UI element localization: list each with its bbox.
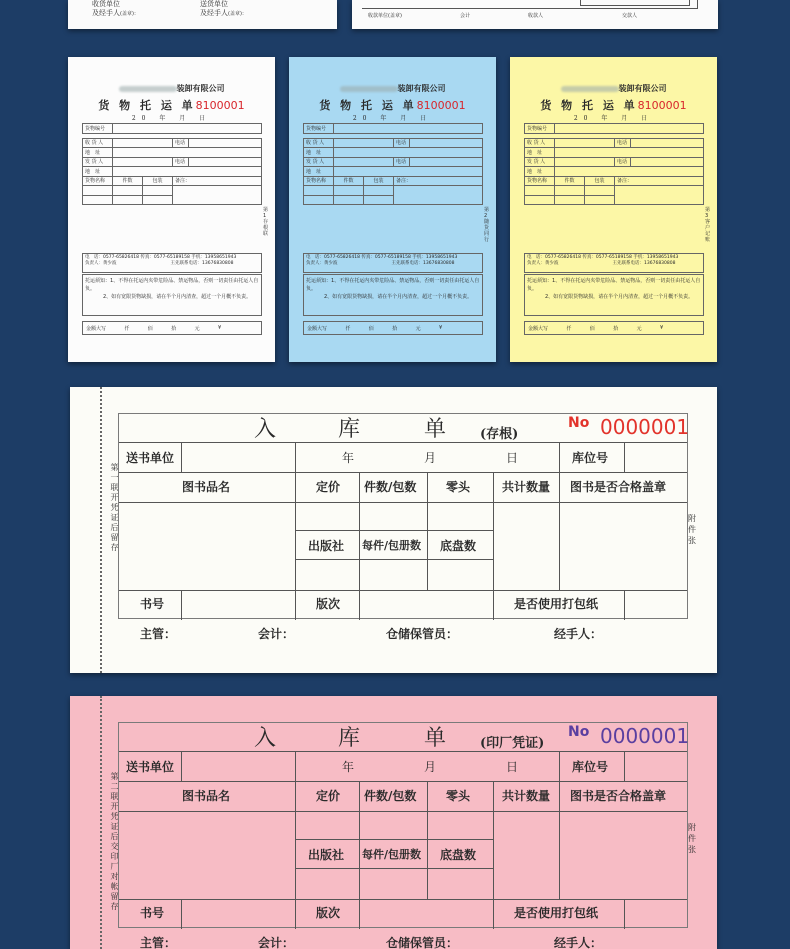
company-name: 装卸有限公司 — [618, 83, 667, 93]
label-loose: 零头 — [446, 789, 471, 803]
contact-line: 负责人：黄少波 王先联系电话：13676830808 — [85, 261, 234, 266]
amount-unit: 元 — [194, 326, 200, 332]
label-per-piece: 每件/包册数 — [362, 539, 422, 552]
yen-sign: ¥ — [217, 325, 222, 331]
redacted-company-mark — [340, 86, 398, 92]
field-label: 电话 — [173, 138, 189, 148]
copy-side-label: 第2随货同行 — [484, 207, 490, 243]
date-line: 20 年 月 日 — [131, 115, 212, 122]
strip-label: 交款人 — [622, 13, 638, 19]
label-stamp: 图书是否合格盖章 — [570, 480, 667, 494]
receipt-title-char: 单 — [424, 417, 447, 442]
field-label: 收 货 人 — [83, 138, 113, 148]
label-book-name: 图书品名 — [182, 789, 231, 803]
copy-vertical-label: 第一联开凭证后留存 — [110, 463, 119, 552]
label-supervisor: 主管： — [140, 627, 177, 641]
label-total: 共计数量 — [502, 480, 551, 494]
strip-label: 及经手人 — [200, 9, 228, 17]
field-label: 地 址 — [304, 167, 334, 177]
copy-side-label: 第3客户记账 — [705, 207, 711, 243]
amount-unit: 拾 — [171, 326, 177, 332]
label-per-piece: 每件/包册数 — [362, 848, 422, 861]
receipt-title-char: 库 — [338, 726, 361, 751]
label-handler: 经手人： — [554, 936, 603, 949]
label-loose: 零头 — [446, 480, 471, 494]
label-location: 库位号 — [572, 760, 609, 774]
label-wrapping: 是否使用打包纸 — [514, 906, 599, 920]
waybill-table — [524, 123, 704, 205]
label-keeper: 仓储保管员： — [386, 936, 459, 949]
number-mark: No — [568, 415, 590, 431]
label-keeper: 仓储保管员： — [386, 627, 459, 641]
field-label: 包装 — [143, 176, 173, 186]
notice-item: 1、不得在托运内夹带危险品、禁运物品，否则一切责任由托运人自负。 — [527, 278, 701, 292]
label-location: 库位号 — [572, 451, 609, 465]
waybill-number: 8100001 — [637, 99, 687, 112]
field-label: 收 货 人 — [304, 138, 334, 148]
warehouse-receipt-1 — [70, 387, 717, 673]
field-label: 电话 — [394, 157, 410, 167]
label-edition: 版次 — [316, 906, 341, 920]
field-label: 电话 — [394, 138, 410, 148]
label-price: 定价 — [316, 480, 341, 494]
amount-unit: 仟 — [345, 326, 351, 332]
amount-unit: 拾 — [613, 326, 619, 332]
contact-line: 负责人：黄少波 王先联系电话：13676830808 — [527, 261, 676, 266]
amount-unit: 佰 — [589, 326, 595, 332]
contact-line: 负责人：黄少波 王先联系电话：13676830808 — [306, 261, 455, 266]
strip-label: (盖章)： — [120, 11, 139, 17]
receipt-subtitle: (存根) — [480, 427, 519, 442]
strip-label: (盖章)： — [228, 11, 247, 17]
field-label: 货物名称 — [83, 176, 113, 186]
amount-label: 金额大写 — [528, 326, 549, 332]
label-bottom-count: 底盘数 — [440, 848, 477, 862]
notice-item: 1、不得在托运内夹带危险品、禁运物品，否则一切责任由托运人自负。 — [306, 278, 480, 292]
label-per-pack: 件数/包数 — [364, 789, 417, 803]
field-label: 件数 — [555, 176, 585, 186]
receipt-subtitle: (印厂凭证) — [480, 736, 545, 751]
field-label: 件数 — [334, 176, 364, 186]
waybill-copy-3 — [510, 57, 717, 362]
amount-unit: 佰 — [368, 326, 374, 332]
amount-label: 金额大写 — [86, 326, 107, 332]
label-publisher: 出版社 — [308, 848, 345, 862]
contact-line: 电 话：0577-65826418 传真：0577-65189158 手机：13958651943 — [527, 255, 679, 260]
amount-unit: 元 — [415, 326, 421, 332]
strip-label: 收货单位 — [92, 0, 120, 8]
redacted-company-mark — [561, 86, 619, 92]
waybill-title: 货 物 托 运 单 — [98, 99, 196, 112]
yen-sign: ¥ — [659, 325, 664, 331]
label-price: 定价 — [316, 789, 341, 803]
field-label: 地 址 — [525, 148, 555, 158]
attachment-label: 附件张 — [688, 823, 696, 854]
amount-label: 金额大写 — [307, 326, 328, 332]
field-label: 货物编号 — [83, 124, 113, 134]
field-label: 电话 — [615, 157, 631, 167]
receipt-frame — [118, 722, 688, 928]
waybill-copy-2 — [289, 57, 496, 362]
field-label: 电话 — [615, 138, 631, 148]
label-year: 年 — [342, 451, 355, 465]
company-name: 装卸有限公司 — [176, 83, 225, 93]
field-label: 备注： — [173, 176, 262, 186]
receipt-number: 0000001 — [600, 415, 690, 439]
field-label: 货物名称 — [525, 176, 555, 186]
redacted-company-mark — [119, 86, 177, 92]
notice-item: 2、如有宽限货物缺损，请在半个月内清查，超过一个月概不负责。 — [324, 294, 473, 300]
label-year: 年 — [342, 760, 355, 774]
notice-item: 2、如有宽限货物缺损，请在半个月内清查，超过一个月概不负责。 — [545, 294, 694, 300]
yen-sign: ¥ — [438, 325, 443, 331]
field-label: 包装 — [585, 176, 615, 186]
label-book-name: 图书品名 — [182, 480, 231, 494]
label-day: 日 — [506, 451, 519, 465]
notice-item: 2、如有宽限货物缺损，请在半个月内清查，超过一个月概不负责。 — [103, 294, 252, 300]
label-book-no: 书号 — [140, 906, 165, 920]
warehouse-receipt-2 — [70, 696, 717, 949]
date-line: 20 年 月 日 — [352, 115, 433, 122]
waybill-table — [82, 123, 262, 205]
label-per-pack: 件数/包数 — [364, 480, 417, 494]
field-label: 包装 — [364, 176, 394, 186]
label-month: 月 — [424, 760, 437, 774]
label-stamp: 图书是否合格盖章 — [570, 789, 667, 803]
field-label: 备注： — [615, 176, 704, 186]
perforation-line — [100, 387, 102, 673]
field-label: 发 货 人 — [304, 157, 334, 167]
receipt-number: 0000001 — [600, 724, 690, 748]
company-name: 装卸有限公司 — [397, 83, 446, 93]
number-mark: No — [568, 724, 590, 740]
label-book-no: 书号 — [140, 597, 165, 611]
receipt-title-char: 库 — [338, 417, 361, 442]
notice-title: 托运须知： — [527, 278, 553, 284]
waybill-copy-1 — [68, 57, 275, 362]
label-bottom-count: 底盘数 — [440, 539, 477, 553]
receipt-title-char: 入 — [254, 726, 277, 751]
strip-label: 收款人 — [528, 13, 544, 19]
perforation-line — [100, 696, 102, 949]
strip-label: 送货单位 — [200, 0, 228, 8]
field-label: 货物编号 — [525, 124, 555, 134]
label-day: 日 — [506, 760, 519, 774]
contact-line: 电 话：0577-65826418 传真：0577-65189158 手机：13958651943 — [85, 255, 237, 260]
field-label: 货物名称 — [304, 176, 334, 186]
label-accountant: 会计： — [258, 627, 295, 641]
label-sender: 送书单位 — [126, 451, 175, 465]
amount-unit: 佰 — [147, 326, 153, 332]
field-label: 地 址 — [83, 148, 113, 158]
field-label: 电话 — [173, 157, 189, 167]
label-total: 共计数量 — [502, 789, 551, 803]
date-line: 20 年 月 日 — [573, 115, 654, 122]
field-label: 收 货 人 — [525, 138, 555, 148]
field-label: 地 址 — [525, 167, 555, 177]
receipt-title-char: 单 — [424, 726, 447, 751]
receipt-frame — [118, 413, 688, 619]
field-label: 地 址 — [304, 148, 334, 158]
label-edition: 版次 — [316, 597, 341, 611]
field-label: 地 址 — [83, 167, 113, 177]
strip-label: 收款单位(盖章) — [368, 13, 402, 19]
amount-unit: 仟 — [124, 326, 130, 332]
copy-side-label: 第1存根联 — [263, 207, 269, 237]
field-label: 备注： — [394, 176, 483, 186]
receipt-title-char: 入 — [254, 417, 277, 442]
field-label: 货物编号 — [304, 124, 334, 134]
waybill-number: 8100001 — [416, 99, 466, 112]
label-publisher: 出版社 — [308, 539, 345, 553]
amount-unit: 拾 — [392, 326, 398, 332]
label-wrapping: 是否使用打包纸 — [514, 597, 599, 611]
waybill-title: 货 物 托 运 单 — [319, 99, 417, 112]
strip-label: 会计 — [460, 13, 471, 19]
field-label: 件数 — [113, 176, 143, 186]
waybill-table — [303, 123, 483, 205]
label-month: 月 — [424, 451, 437, 465]
waybill-title: 货 物 托 运 单 — [540, 99, 638, 112]
notice-title: 托运须知： — [85, 278, 111, 284]
notice-title: 托运须知： — [306, 278, 332, 284]
waybill-number: 8100001 — [195, 99, 245, 112]
amount-unit: 仟 — [566, 326, 572, 332]
label-accountant: 会计： — [258, 936, 295, 949]
strip-label: 及经手人 — [92, 9, 120, 17]
receipt-strip-left — [68, 0, 337, 29]
attachment-label: 附件张 — [688, 514, 696, 545]
notice-item: 1、不得在托运内夹带危险品、禁运物品，否则一切责任由托运人自负。 — [85, 278, 259, 292]
label-handler: 经手人： — [554, 627, 603, 641]
label-supervisor: 主管： — [140, 936, 177, 949]
field-label: 发 货 人 — [525, 157, 555, 167]
contact-line: 电 话：0577-65826418 传真：0577-65189158 手机：13958651943 — [306, 255, 458, 260]
label-sender: 送书单位 — [126, 760, 175, 774]
field-label: 发 货 人 — [83, 157, 113, 167]
receipt-strip-right — [352, 0, 718, 29]
amount-unit: 元 — [636, 326, 642, 332]
copy-vertical-label: 第二联开凭证后交印厂对帐留存 — [110, 772, 119, 911]
